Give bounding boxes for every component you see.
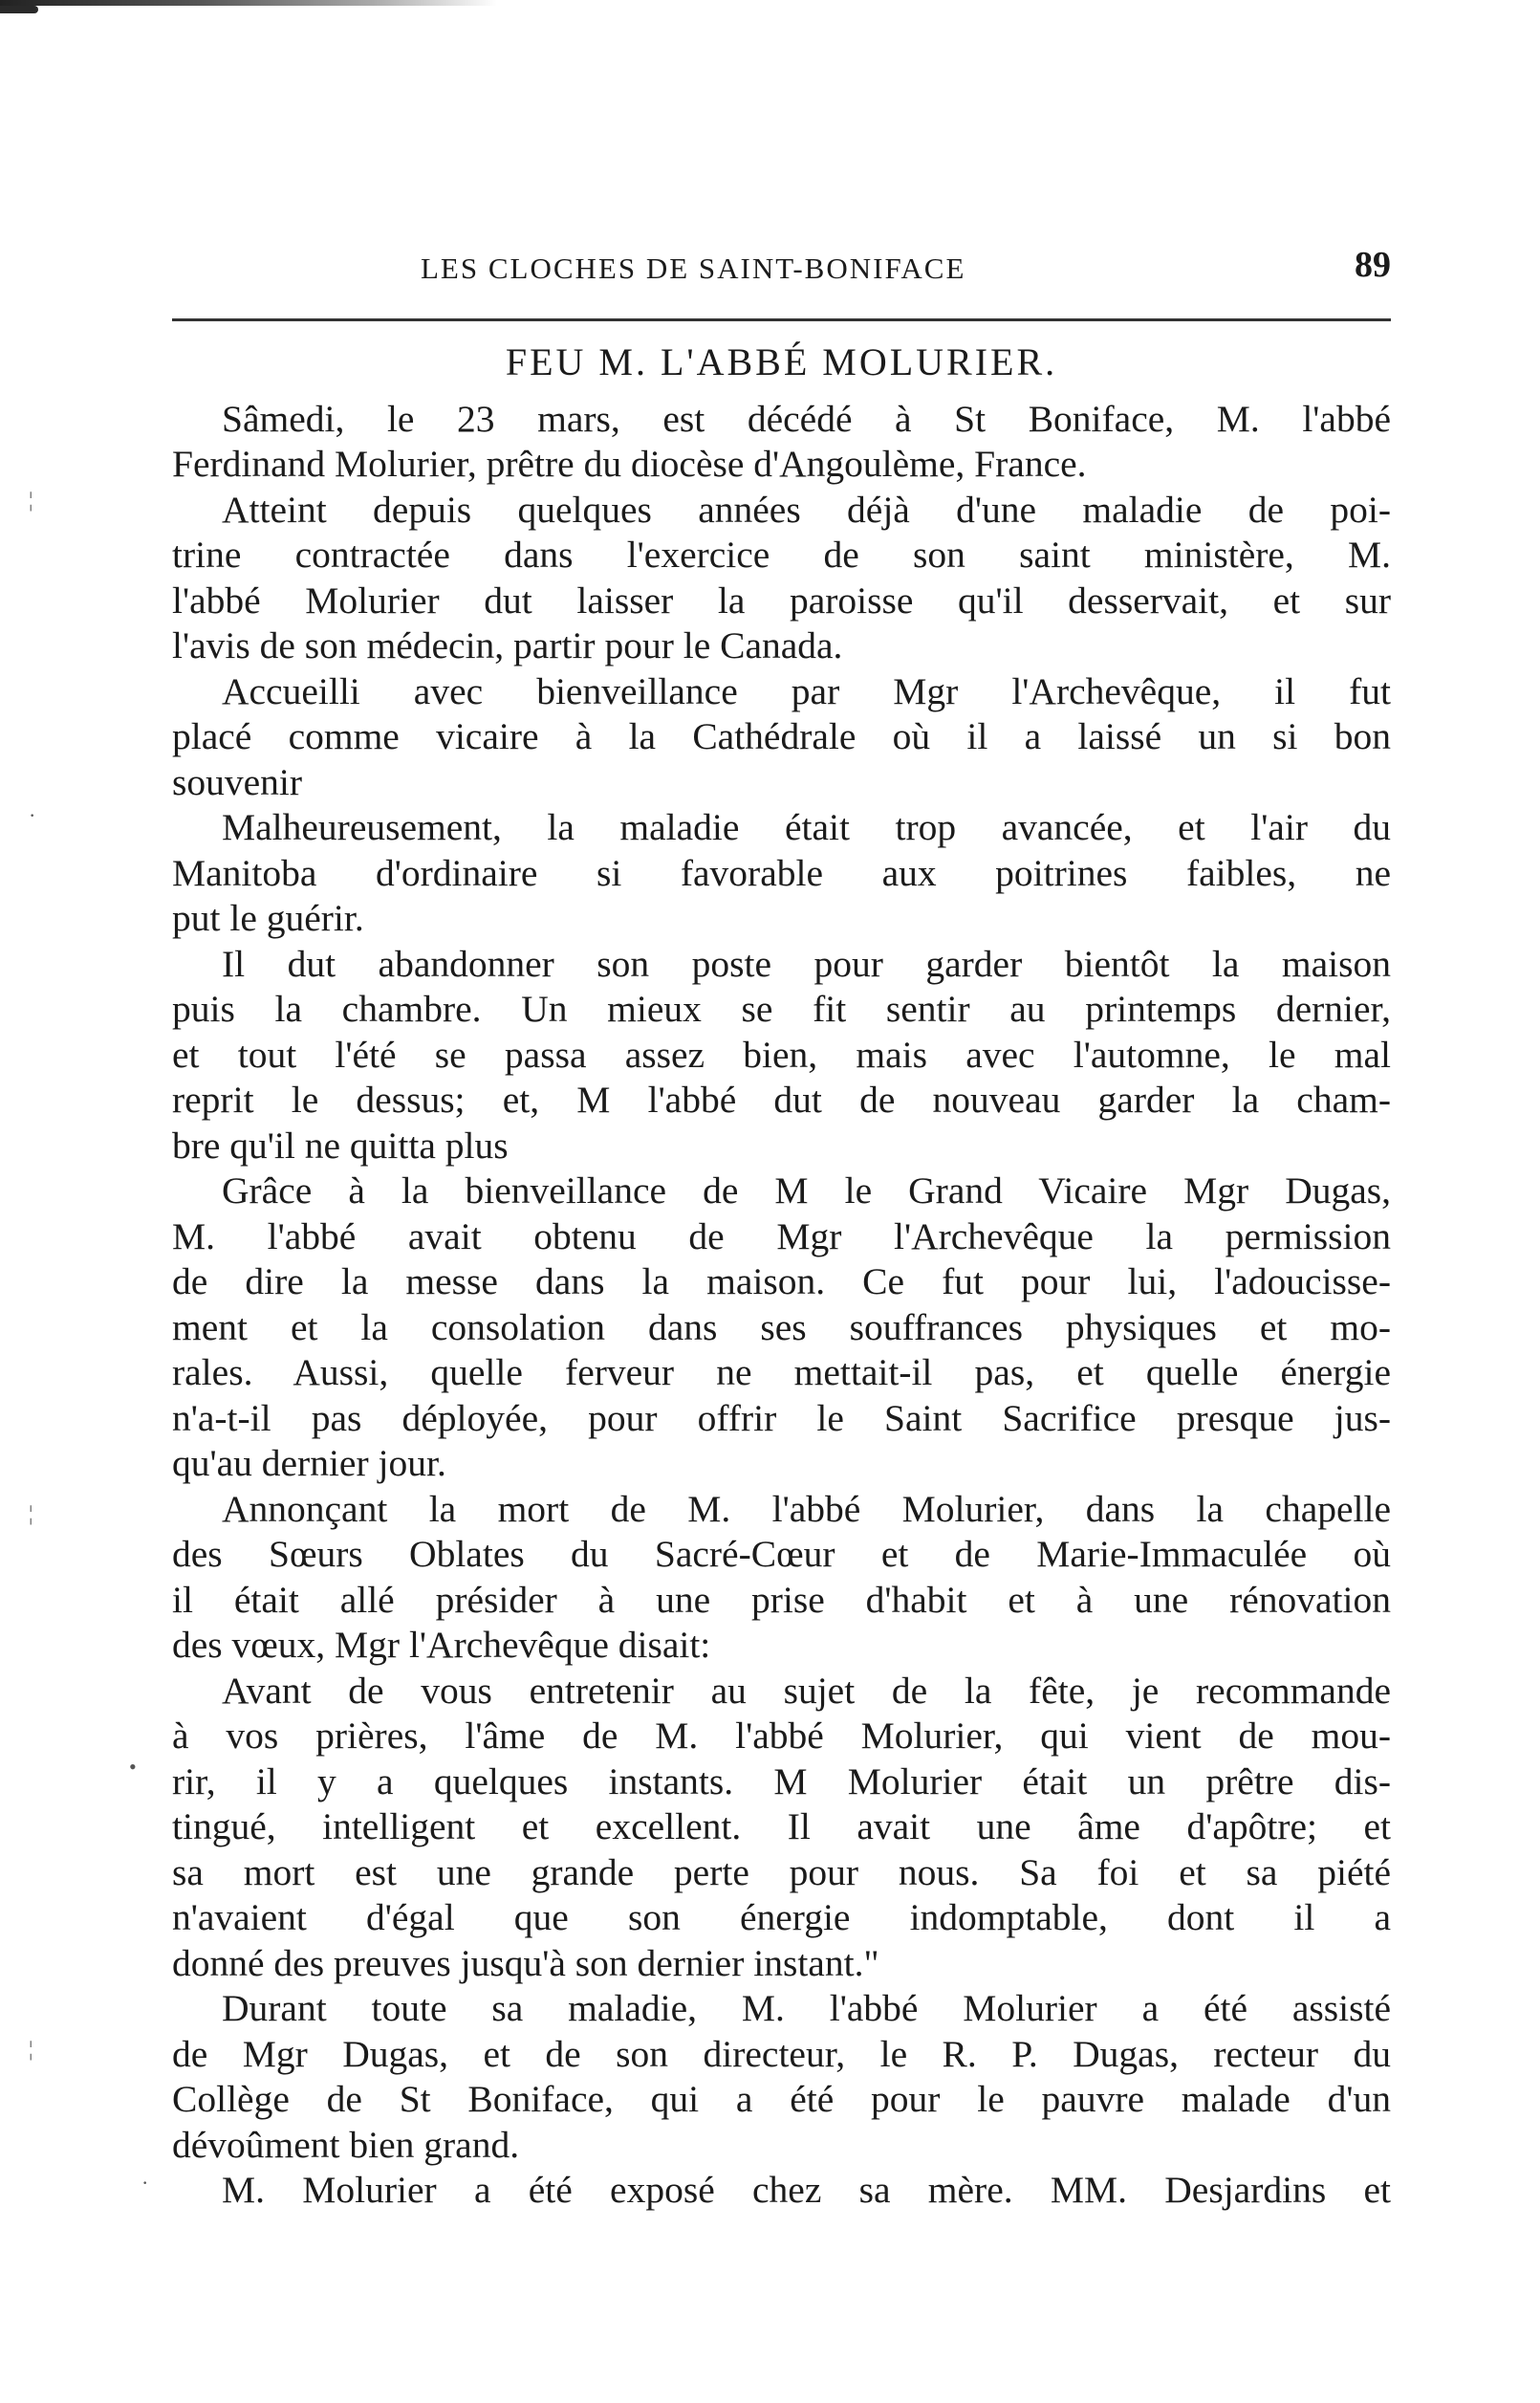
text-line: l'abbé Molurier dut laisser la paroisse qu'il desservait, et sur (172, 579, 1391, 622)
header-rule (172, 318, 1391, 321)
text-line: Annonçant la mort de M. l'abbé Molurier, dans la chapelle (222, 1487, 1391, 1530)
text-line: à vos prières, l'âme de M. l'abbé Molurier, qui vient de mou- (172, 1715, 1391, 1757)
text-line: put le guérir. (172, 897, 364, 939)
text-line: des vœux, Mgr l'Archevêque disait: (172, 1624, 711, 1666)
page-header (172, 244, 1391, 301)
text-line: Atteint depuis quelques années déjà d'une maladie de poi- (222, 488, 1391, 531)
text-line: qu'au dernier jour. (172, 1442, 446, 1484)
text-line: de dire la messe dans la maison. Ce fut pour lui, l'adoucisse- (172, 1260, 1391, 1302)
margin-tick: · (29, 803, 36, 827)
text-line: bre qu'il ne quitta plus (172, 1124, 509, 1167)
page-body (172, 339, 1391, 2214)
margin-dot: · (141, 2171, 149, 2195)
running-head: LES CLOCHES DE SAINT-BONIFACE (421, 251, 966, 285)
page-number: 89 (1355, 245, 1391, 285)
text-line: et tout l'été se passa assez bien, mais avec l'automne, le mal (172, 1033, 1391, 1076)
text-line: ment et la consolation dans ses souffrances physiques et mo- (172, 1305, 1391, 1348)
scan-edge-blot (0, 6, 38, 13)
text-line: Manitoba d'ordinaire si favorable aux poitrines faibles, ne (172, 851, 1391, 894)
text-line: n'a-t-il pas déployée, pour offrir le Saint Sacrifice presque jus- (172, 1396, 1391, 1439)
scan-edge-mark (0, 0, 497, 6)
text-line: M. l'abbé avait obtenu de Mgr l'Archevêque la permission (172, 1214, 1391, 1257)
text-line: M. Molurier a été exposé chez sa mère. MM. Desjardins et (222, 2169, 1391, 2211)
text-line: Sâmedi, le 23 mars, est décédé à St Boniface, M. l'abbé (222, 397, 1391, 440)
text-line: Malheureusement, la maladie était trop avancée, et l'air du (222, 806, 1391, 848)
text-line: souvenir (172, 760, 303, 803)
margin-dot: • (129, 1755, 137, 1779)
text-line: Accueilli avec bienveillance par Mgr l'Archevêque, il fut (222, 669, 1391, 712)
text-line: Il dut abandonner son poste pour garder bientôt la maison (222, 942, 1391, 985)
margin-tick: ¦ (29, 488, 33, 512)
text-line: reprit le dessus; et, M l'abbé dut de nouveau garder la cham- (172, 1079, 1391, 1121)
text-line: Ferdinand Molurier, prêtre du diocèse d'Angoulème, France. (172, 443, 1087, 485)
text-line: n'avaient d'égal que son énergie indomptable, dont il a (172, 1896, 1391, 1938)
text-line: Grâce à la bienveillance de M le Grand Vicaire Mgr Dugas, (222, 1169, 1391, 1212)
text-line: dévoûment bien grand. (172, 2123, 520, 2166)
article-text (172, 397, 1391, 2214)
text-line: des Sœurs Oblates du Sacré-Cœur et de Marie-Immaculée où (172, 1533, 1391, 1575)
text-line: Avant de vous entretenir au sujet de la fête, je recommande (222, 1669, 1391, 1712)
text-line: puis la chambre. Un mieux se fit sentir au printemps dernier, (172, 988, 1391, 1030)
text-line: rir, il y a quelques instants. M Molurier était un prêtre dis- (172, 1759, 1391, 1802)
text-line: l'avis de son médecin, partir pour le Canada. (172, 624, 843, 666)
text-line: Collège de St Boniface, qui a été pour le pauvre malade d'un (172, 2078, 1391, 2120)
text-line: tingué, intelligent et excellent. Il avait une âme d'apôtre; et (172, 1805, 1391, 1847)
text-line: Durant toute sa maladie, M. l'abbé Molurier a été assisté (222, 1987, 1391, 2029)
article-title: FEU M. L'ABBÉ MOLURIER. (505, 340, 1058, 383)
text-line: donné des preuves jusqu'à son dernier instant." (172, 1941, 879, 1984)
margin-tick: ¦ (29, 1501, 33, 1525)
text-line: il était allé présider à une prise d'habit et à une rénovation (172, 1578, 1391, 1621)
text-line: placé comme vicaire à la Cathédrale où il a laissé un si bon (172, 715, 1391, 757)
text-line: trine contractée dans l'exercice de son saint ministère, M. (172, 534, 1391, 576)
text-line: rales. Aussi, quelle ferveur ne mettait-il pas, et quelle énergie (172, 1351, 1391, 1393)
text-line: de Mgr Dugas, et de son directeur, le R. P. Dugas, recteur du (172, 2032, 1391, 2075)
margin-tick: ¦ (29, 2037, 33, 2061)
text-line: sa mort est une grande perte pour nous. Sa foi et sa piété (172, 1850, 1391, 1893)
